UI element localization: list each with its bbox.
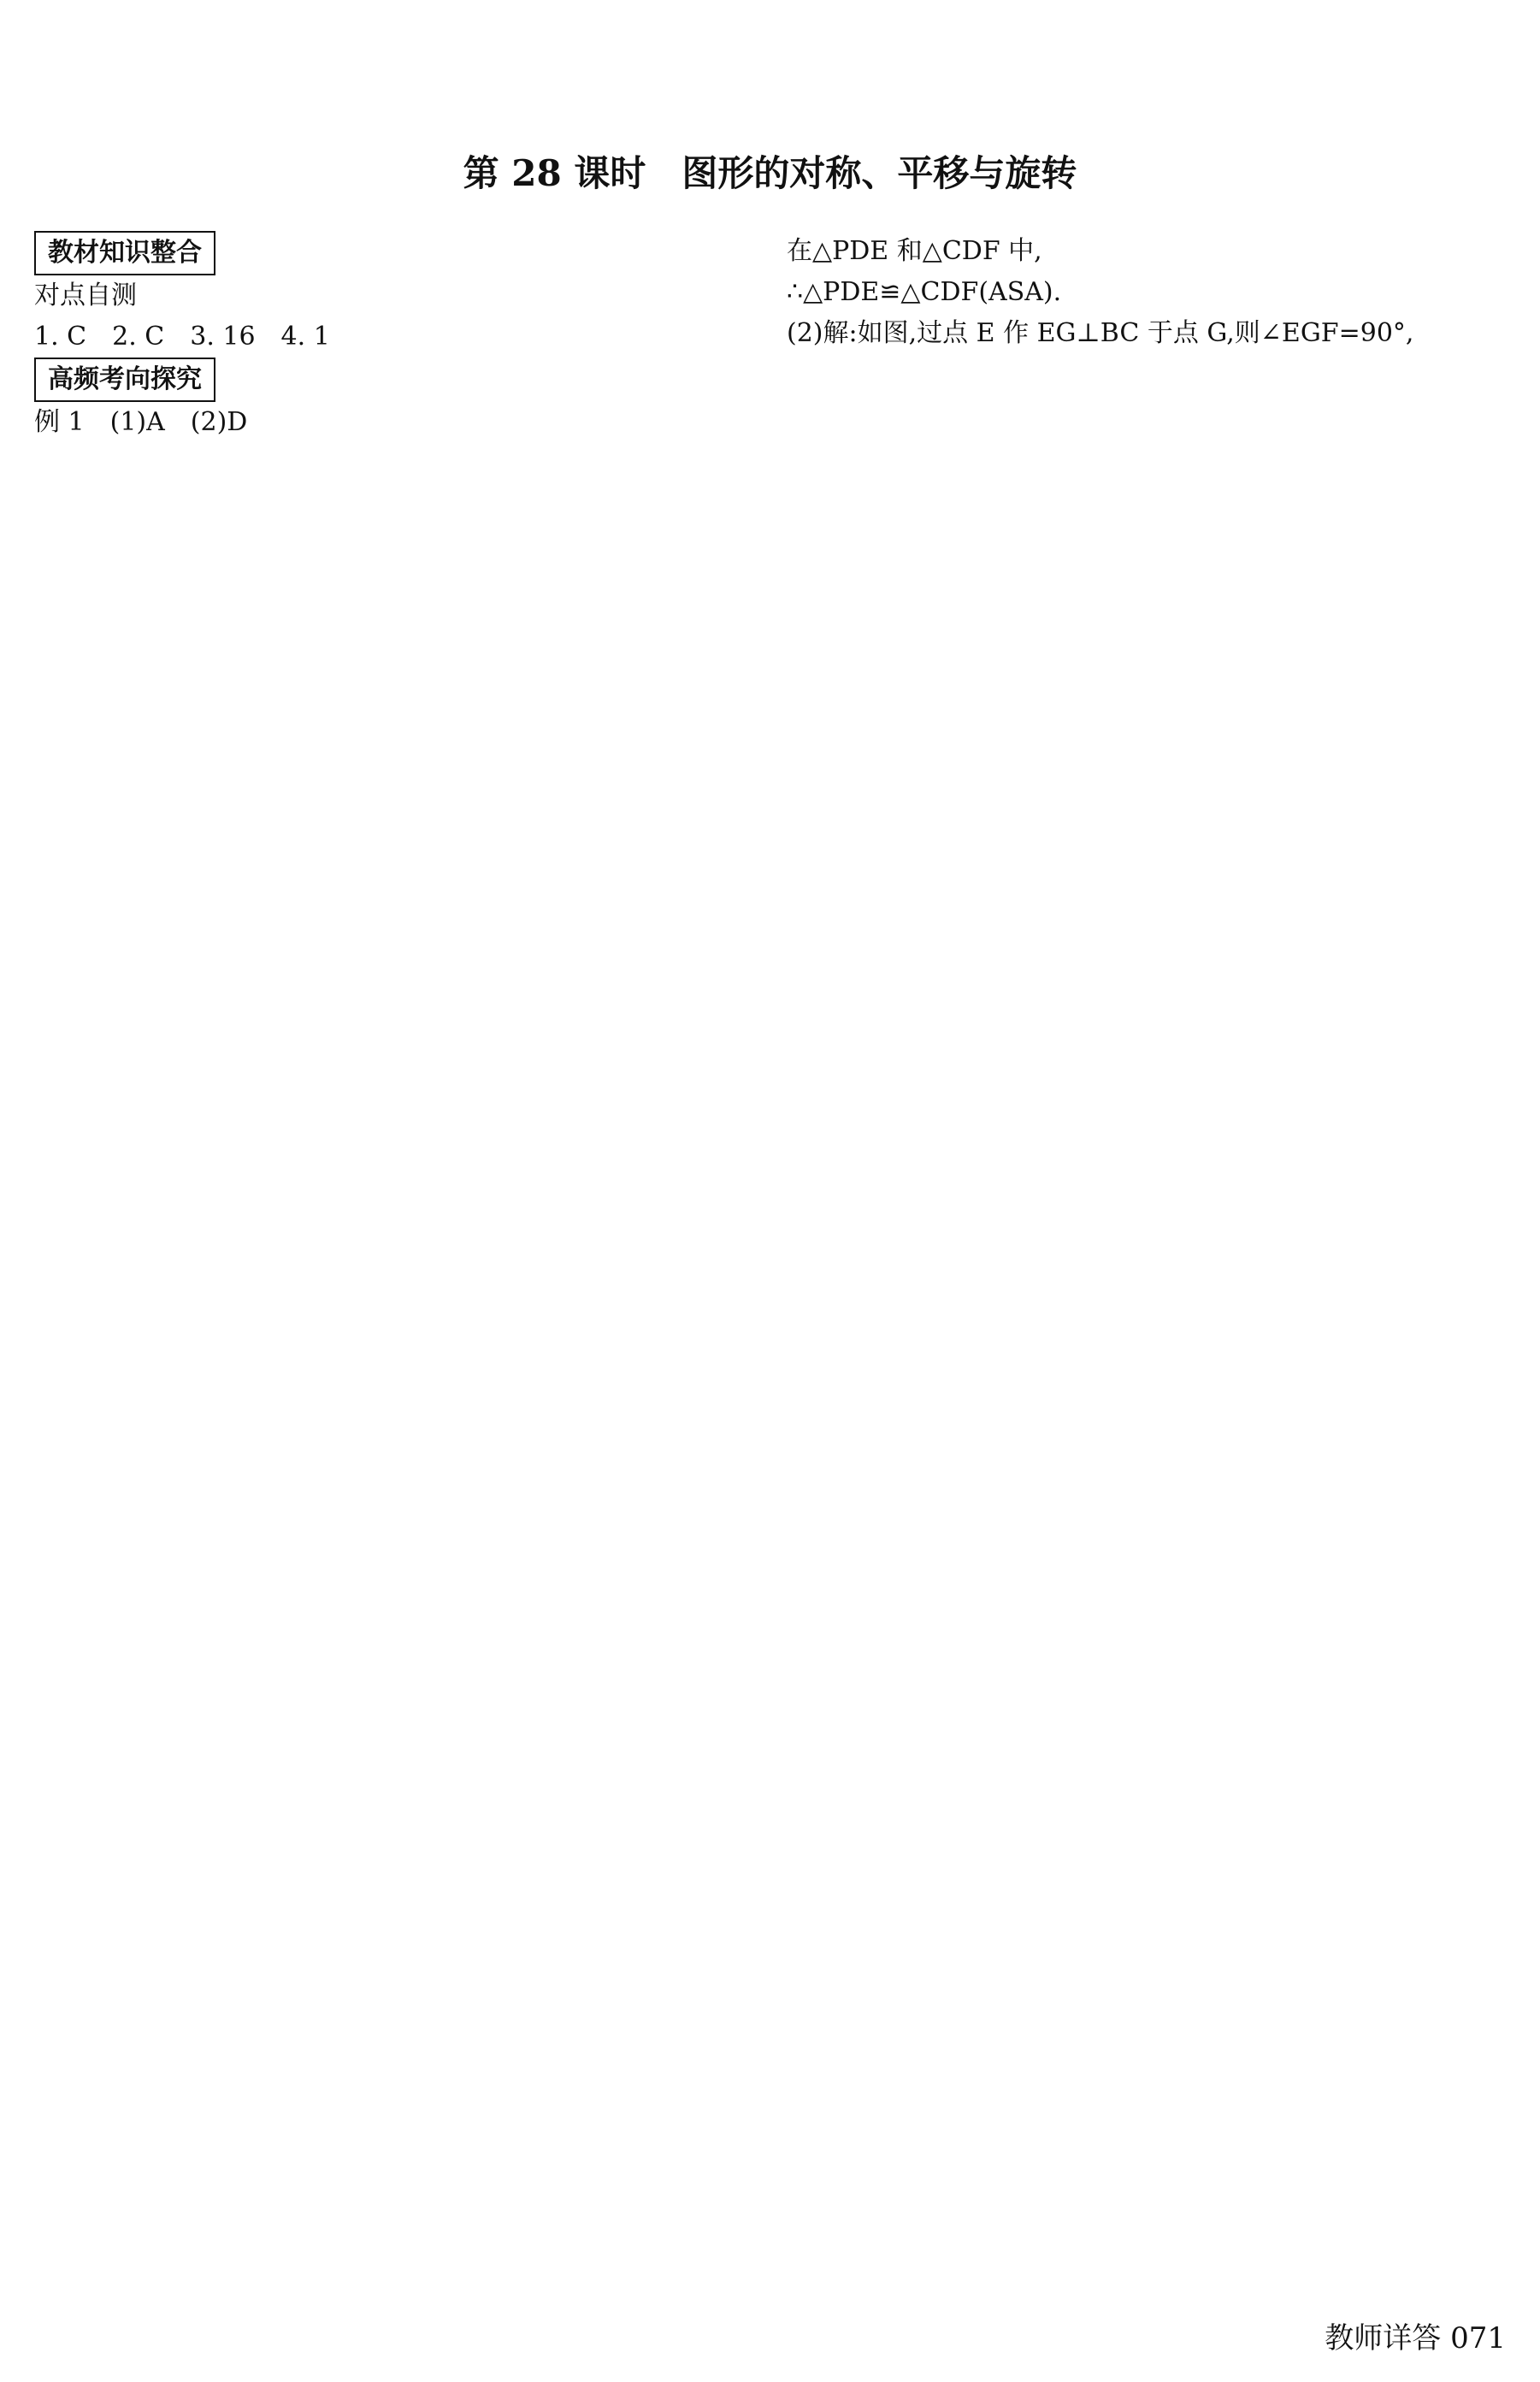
page-title: 第 28 课时 图形的对称、平移与旋转 [463,152,1077,194]
text-line: ∴△PDE≌△CDF(ASA). [787,277,1062,307]
page-footer: 教师详答 071 [1325,2321,1506,2355]
right-column [787,231,1505,354]
text-line: 在△PDE 和△CDF 中, [787,236,1042,266]
text-line: 对点自测 [34,281,137,310]
left-column [34,231,735,443]
text-line: (2)解:如图,过点 E 作 EG⊥BC 于点 G,则∠EGF=90°, [787,318,1414,348]
section-heading: 高频考向探究 [34,358,215,402]
section-heading: 教材知识整合 [34,231,215,275]
text-line: 例 1 (1)A (2)D [34,407,248,437]
text-line: 1. C 2. C 3. 16 4. 1 [34,322,330,352]
